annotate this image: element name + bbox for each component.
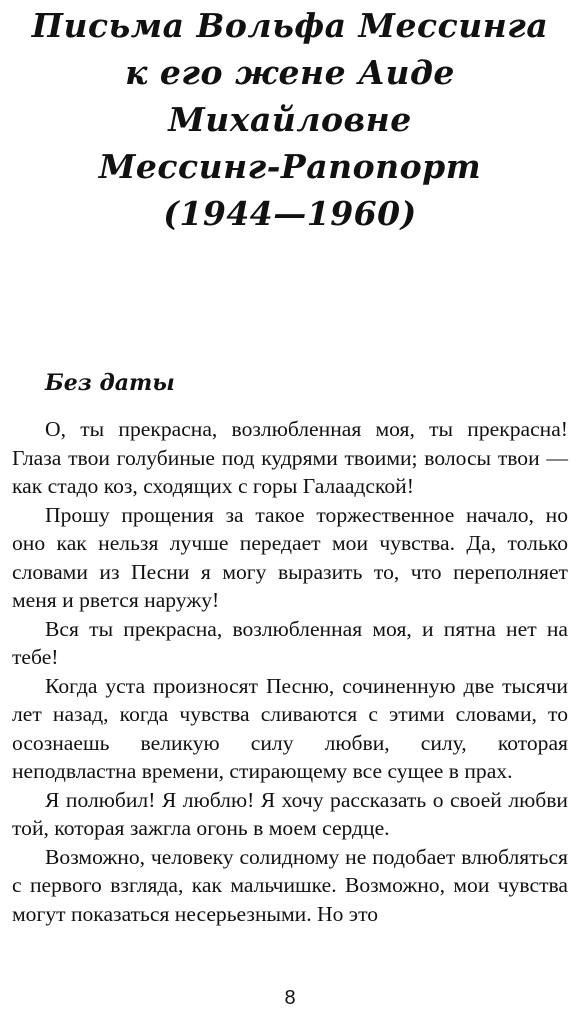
body-text [12,415,568,928]
paragraph: О, ты прекрасна, возлюбленная моя, ты прекрасна! Глаза твои голубиные под кудрями твоими; волосы твои — как стадо коз, сходящих с горы Галаадской! [12,417,568,498]
paragraph: Возможно, человеку солидному не подобает влюбляться с первого взгляда, как мальчишке. Возможно, мои чувства могут показаться несерьезными. Но это [12,844,568,926]
title-line: Письма Вольфа Мессинга [31,6,549,45]
title-line: (1944—1960) [163,194,417,233]
paragraph: Вся ты прекрасна, возлюбленная моя, и пятна нет на тебе! [12,616,568,669]
page-number: 8 [284,987,296,1009]
paragraph: Прошу прощения за такое торжественное начало, но оно как нельзя лучше передает мои чувства. Да, только словами из Песни я могу выразить то, что переполняет меня и рвется наружу! [12,502,568,612]
paragraph: Когда уста произносят Песню, сочиненную две тысячи лет назад, когда чувства сливаются с этими словами, то осознаешь великую силу любви, силу, которая неподвластна времени, стирающему все сущее в прах. [12,673,568,783]
paragraph: Я полюбил! Я люблю! Я хочу рассказать о своей любви той, которая зажгла огонь в моем сердце. [12,787,568,840]
chapter-title [20,2,560,237]
title-line: к его жене Аиде Михайловне [125,53,455,139]
section-heading: Без даты [45,370,175,396]
title-line: Мессинг-Рапопорт [98,147,482,186]
